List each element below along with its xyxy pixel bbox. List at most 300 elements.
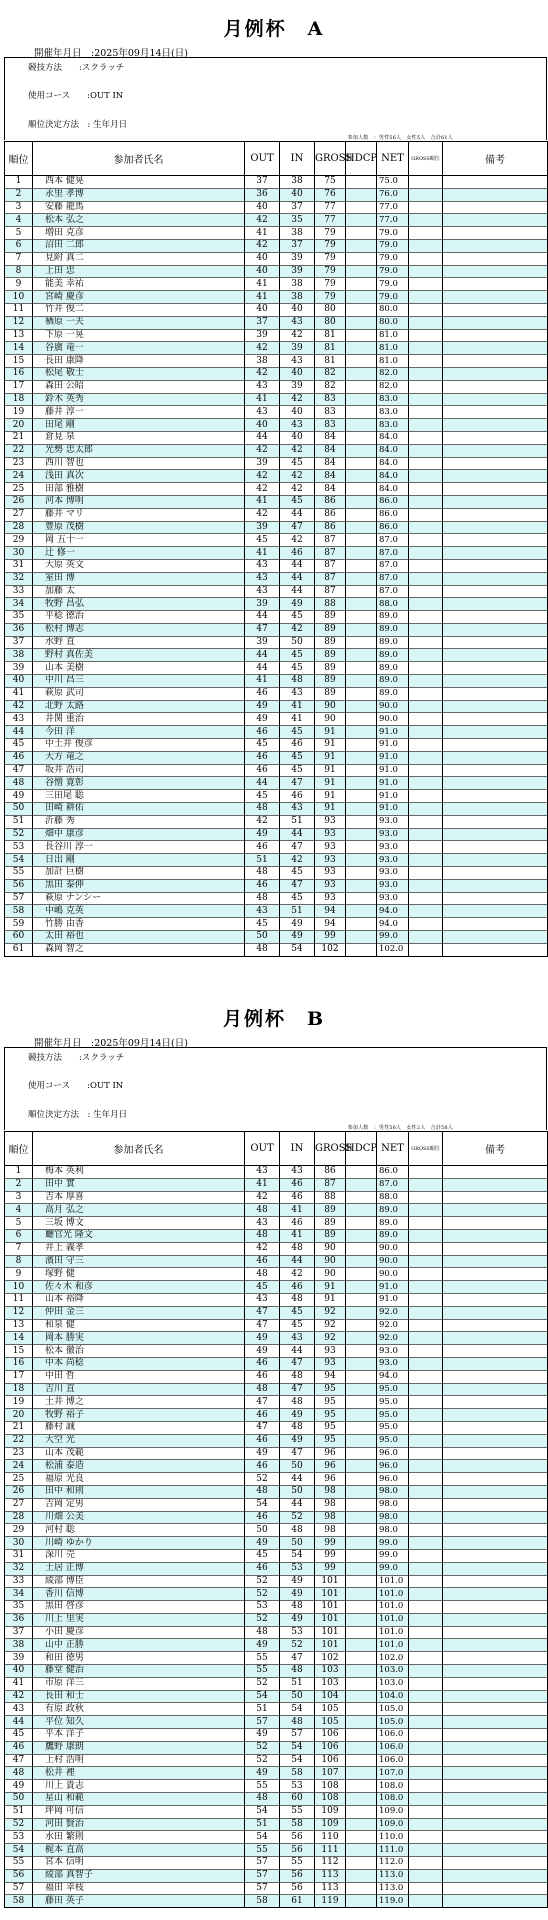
player-name-cell: 平本 洋子 bbox=[33, 1729, 245, 1742]
player-name-cell: 大空 光 bbox=[33, 1434, 245, 1447]
remarks-cell bbox=[443, 1319, 548, 1332]
remarks-cell bbox=[443, 649, 548, 662]
out-score-cell: 45 bbox=[245, 739, 280, 752]
net-score-cell: 87.0 bbox=[377, 1178, 409, 1191]
rank-cell: 46 bbox=[5, 751, 33, 764]
remarks-cell bbox=[443, 1741, 548, 1754]
in-score-cell: 55 bbox=[280, 1857, 315, 1870]
gross-rank-cell bbox=[409, 534, 443, 547]
gross-rank-cell bbox=[409, 1703, 443, 1716]
hdcp-cell bbox=[346, 431, 377, 444]
player-name-cell: 田中 實 bbox=[33, 1178, 245, 1191]
net-score-cell: 106.0 bbox=[377, 1754, 409, 1767]
rank-cell: 56 bbox=[5, 1869, 33, 1882]
gross-rank-cell bbox=[409, 611, 443, 624]
player-name-cell: 大原 英文 bbox=[33, 559, 245, 572]
table-row bbox=[5, 841, 548, 854]
gross-rank-cell bbox=[409, 777, 443, 790]
out-score-cell: 46 bbox=[245, 879, 280, 892]
hdcp-cell bbox=[346, 303, 377, 316]
in-score-cell: 57 bbox=[280, 1729, 315, 1742]
table-row bbox=[5, 303, 548, 316]
remarks-cell bbox=[443, 1511, 548, 1524]
player-name-cell: 濱田 守三 bbox=[33, 1255, 245, 1268]
out-score-cell: 42 bbox=[245, 470, 280, 483]
remarks-cell bbox=[443, 879, 548, 892]
player-name-cell: 加計 巨樹 bbox=[33, 867, 245, 880]
table-row bbox=[5, 1524, 548, 1537]
table-row bbox=[5, 854, 548, 867]
hdcp-cell bbox=[346, 1869, 377, 1882]
table-row bbox=[5, 726, 548, 739]
player-name-cell: 黒田 啓彦 bbox=[33, 1601, 245, 1614]
out-score-cell: 37 bbox=[245, 176, 280, 189]
player-name-cell: 星山 和範 bbox=[33, 1793, 245, 1806]
hdcp-cell bbox=[346, 406, 377, 419]
table-body bbox=[5, 176, 548, 957]
player-name-cell: 三田尾 聡 bbox=[33, 790, 245, 803]
hdcp-cell bbox=[346, 1293, 377, 1306]
net-score-cell: 91.0 bbox=[377, 790, 409, 803]
remarks-cell bbox=[443, 419, 548, 432]
gross-rank-cell bbox=[409, 1549, 443, 1562]
out-score-cell: 50 bbox=[245, 1524, 280, 1537]
net-score-cell: 119.0 bbox=[377, 1895, 409, 1908]
in-score-cell: 47 bbox=[280, 777, 315, 790]
gross-rank-cell bbox=[409, 1613, 443, 1626]
remarks-cell bbox=[443, 1793, 548, 1806]
gross-rank-cell bbox=[409, 649, 443, 662]
table-row bbox=[5, 803, 548, 816]
hdcp-cell bbox=[346, 265, 377, 278]
rank-cell: 40 bbox=[5, 675, 33, 688]
gross-score-cell: 109 bbox=[315, 1818, 346, 1831]
table-row bbox=[5, 1306, 548, 1319]
in-score-cell: 44 bbox=[280, 508, 315, 521]
gross-score-cell: 90 bbox=[315, 1268, 346, 1281]
net-score-cell: 89.0 bbox=[377, 675, 409, 688]
rank-cell: 50 bbox=[5, 803, 33, 816]
net-score-cell: 98.0 bbox=[377, 1511, 409, 1524]
table-row bbox=[5, 1537, 548, 1550]
rank-cell: 2 bbox=[5, 188, 33, 201]
in-score-cell: 44 bbox=[280, 1498, 315, 1511]
table-row bbox=[5, 1716, 548, 1729]
remarks-cell bbox=[443, 572, 548, 585]
rank-cell: 16 bbox=[5, 367, 33, 380]
rank-cell: 52 bbox=[5, 828, 33, 841]
hdcp-cell bbox=[346, 355, 377, 368]
table-row bbox=[5, 1345, 548, 1358]
gross-score-cell: 79 bbox=[315, 239, 346, 252]
out-score-cell: 42 bbox=[245, 214, 280, 227]
remarks-cell bbox=[443, 1652, 548, 1665]
player-name-cell: 川畑 公美 bbox=[33, 1511, 245, 1524]
player-name-cell: 野村 真佐美 bbox=[33, 649, 245, 662]
out-score-cell: 45 bbox=[245, 534, 280, 547]
remarks-cell bbox=[443, 1268, 548, 1281]
out-score-cell: 49 bbox=[245, 1537, 280, 1550]
gross-score-cell: 84 bbox=[315, 431, 346, 444]
gross-score-cell: 96 bbox=[315, 1447, 346, 1460]
net-score-cell: 94.0 bbox=[377, 1370, 409, 1383]
player-name-cell: 福原 光良 bbox=[33, 1473, 245, 1486]
remarks-cell bbox=[443, 239, 548, 252]
net-score-cell: 79.0 bbox=[377, 252, 409, 265]
out-score-cell: 47 bbox=[245, 1421, 280, 1434]
net-score-cell: 89.0 bbox=[377, 1217, 409, 1230]
player-name-cell: 水田 繁則 bbox=[33, 1831, 245, 1844]
net-score-cell: 84.0 bbox=[377, 483, 409, 496]
gross-score-cell: 87 bbox=[315, 534, 346, 547]
gross-score-cell: 91 bbox=[315, 764, 346, 777]
in-score-cell: 48 bbox=[280, 1293, 315, 1306]
hdcp-cell bbox=[346, 1805, 377, 1818]
remarks-cell bbox=[443, 1626, 548, 1639]
rank-cell: 61 bbox=[5, 943, 33, 956]
net-score-cell: 93.0 bbox=[377, 1345, 409, 1358]
in-score-cell: 38 bbox=[280, 291, 315, 304]
in-score-cell: 49 bbox=[280, 931, 315, 944]
gross-rank-cell bbox=[409, 700, 443, 713]
remarks-cell bbox=[443, 214, 548, 227]
col-net-header: NET bbox=[377, 142, 409, 176]
gross-rank-cell bbox=[409, 508, 443, 521]
table-row bbox=[5, 1549, 548, 1562]
in-score-cell: 45 bbox=[280, 892, 315, 905]
out-score-cell: 41 bbox=[245, 291, 280, 304]
player-name-cell: 田中 和則 bbox=[33, 1485, 245, 1498]
net-score-cell: 98.0 bbox=[377, 1524, 409, 1537]
net-score-cell: 86.0 bbox=[377, 495, 409, 508]
hdcp-cell bbox=[346, 1857, 377, 1870]
player-name-cell: 和泉 健 bbox=[33, 1319, 245, 1332]
net-score-cell: 109.0 bbox=[377, 1818, 409, 1831]
in-score-cell: 46 bbox=[280, 1217, 315, 1230]
player-name-cell: 長谷川 淳一 bbox=[33, 841, 245, 854]
table-row bbox=[5, 1780, 548, 1793]
player-name-cell: 宮崎 慶彦 bbox=[33, 291, 245, 304]
out-score-cell: 46 bbox=[245, 1370, 280, 1383]
out-score-cell: 41 bbox=[245, 547, 280, 560]
out-score-cell: 46 bbox=[245, 1511, 280, 1524]
hdcp-cell bbox=[346, 444, 377, 457]
rank-cell: 24 bbox=[5, 470, 33, 483]
net-score-cell: 84.0 bbox=[377, 444, 409, 457]
hdcp-cell bbox=[346, 931, 377, 944]
remarks-cell bbox=[443, 675, 548, 688]
table-row bbox=[5, 342, 548, 355]
gross-score-cell: 79 bbox=[315, 265, 346, 278]
table-row bbox=[5, 1357, 548, 1370]
hdcp-cell bbox=[346, 790, 377, 803]
gross-rank-cell bbox=[409, 457, 443, 470]
gross-score-cell: 77 bbox=[315, 214, 346, 227]
table-row bbox=[5, 623, 548, 636]
out-score-cell: 44 bbox=[245, 431, 280, 444]
table-row bbox=[5, 521, 548, 534]
remarks-cell bbox=[443, 1562, 548, 1575]
table-row bbox=[5, 1703, 548, 1716]
player-name-cell: 楢原 一夫 bbox=[33, 316, 245, 329]
gross-rank-cell bbox=[409, 1588, 443, 1601]
gross-rank-cell bbox=[409, 1652, 443, 1665]
in-score-cell: 51 bbox=[280, 905, 315, 918]
in-score-cell: 56 bbox=[280, 1882, 315, 1895]
rank-cell: 41 bbox=[5, 687, 33, 700]
remarks-cell bbox=[443, 623, 548, 636]
table-row bbox=[5, 1421, 548, 1434]
remarks-cell bbox=[443, 1396, 548, 1409]
hdcp-cell bbox=[346, 1626, 377, 1639]
col-hdcp-header: HDCP bbox=[346, 142, 377, 176]
remarks-cell bbox=[443, 380, 548, 393]
remarks-cell bbox=[443, 547, 548, 560]
gross-rank-cell bbox=[409, 1690, 443, 1703]
remarks-cell bbox=[443, 1332, 548, 1345]
rank-cell: 42 bbox=[5, 700, 33, 713]
table-row bbox=[5, 239, 548, 252]
remarks-cell bbox=[443, 534, 548, 547]
rank-cell: 36 bbox=[5, 623, 33, 636]
rank-cell: 10 bbox=[5, 1281, 33, 1294]
hdcp-cell bbox=[346, 918, 377, 931]
hdcp-cell bbox=[346, 1345, 377, 1358]
net-score-cell: 89.0 bbox=[377, 1204, 409, 1217]
in-score-cell: 47 bbox=[280, 841, 315, 854]
player-name-cell: 鈴木 英秀 bbox=[33, 393, 245, 406]
hdcp-cell bbox=[346, 470, 377, 483]
rank-cell: 47 bbox=[5, 764, 33, 777]
rank-cell: 55 bbox=[5, 1857, 33, 1870]
remarks-cell bbox=[443, 636, 548, 649]
gross-rank-cell bbox=[409, 1626, 443, 1639]
gross-score-cell: 93 bbox=[315, 1345, 346, 1358]
rank-cell: 40 bbox=[5, 1665, 33, 1678]
in-score-cell: 46 bbox=[280, 1281, 315, 1294]
remarks-cell bbox=[443, 1754, 548, 1767]
net-score-cell: 84.0 bbox=[377, 431, 409, 444]
table-row bbox=[5, 1562, 548, 1575]
in-score-cell: 51 bbox=[280, 815, 315, 828]
gross-score-cell: 86 bbox=[315, 1166, 346, 1179]
gross-score-cell: 90 bbox=[315, 713, 346, 726]
hdcp-cell bbox=[346, 687, 377, 700]
gross-rank-cell bbox=[409, 1357, 443, 1370]
in-score-cell: 39 bbox=[280, 265, 315, 278]
gross-rank-cell bbox=[409, 662, 443, 675]
gross-rank-cell bbox=[409, 1217, 443, 1230]
remarks-cell bbox=[443, 726, 548, 739]
hdcp-cell bbox=[346, 1409, 377, 1422]
gross-rank-cell bbox=[409, 1818, 443, 1831]
rank-cell: 9 bbox=[5, 1268, 33, 1281]
net-score-cell: 87.0 bbox=[377, 547, 409, 560]
gross-score-cell: 89 bbox=[315, 1204, 346, 1217]
table-row bbox=[5, 1447, 548, 1460]
remarks-cell bbox=[443, 803, 548, 816]
gross-rank-cell bbox=[409, 342, 443, 355]
table-row bbox=[5, 470, 548, 483]
in-score-cell: 47 bbox=[280, 1383, 315, 1396]
hdcp-cell bbox=[346, 419, 377, 432]
net-score-cell: 87.0 bbox=[377, 559, 409, 572]
player-name-cell: 藤井 淳一 bbox=[33, 406, 245, 419]
remarks-cell bbox=[443, 1191, 548, 1204]
out-score-cell: 43 bbox=[245, 1217, 280, 1230]
net-score-cell: 93.0 bbox=[377, 828, 409, 841]
net-score-cell: 79.0 bbox=[377, 278, 409, 291]
rank-cell: 15 bbox=[5, 1345, 33, 1358]
hdcp-cell bbox=[346, 905, 377, 918]
hdcp-cell bbox=[346, 1652, 377, 1665]
table-row bbox=[5, 1844, 548, 1857]
out-score-cell: 41 bbox=[245, 278, 280, 291]
in-score-cell: 50 bbox=[280, 1460, 315, 1473]
gross-rank-cell bbox=[409, 905, 443, 918]
table-row bbox=[5, 790, 548, 803]
gross-rank-cell bbox=[409, 1831, 443, 1844]
gross-score-cell: 84 bbox=[315, 470, 346, 483]
table-row bbox=[5, 1396, 548, 1409]
gross-score-cell: 108 bbox=[315, 1793, 346, 1806]
gross-score-cell: 95 bbox=[315, 1409, 346, 1422]
out-score-cell: 47 bbox=[245, 1306, 280, 1319]
in-score-cell: 48 bbox=[280, 1524, 315, 1537]
in-score-cell: 52 bbox=[280, 1511, 315, 1524]
gross-rank-cell bbox=[409, 1767, 443, 1780]
hdcp-cell bbox=[346, 611, 377, 624]
competition-method: 競技方法 :スクラッチ bbox=[28, 63, 125, 73]
hdcp-cell bbox=[346, 1537, 377, 1550]
rank-cell: 8 bbox=[5, 1255, 33, 1268]
col-name-header: 参加者氏名 bbox=[33, 1132, 245, 1166]
gross-score-cell: 112 bbox=[315, 1857, 346, 1870]
gross-rank-cell bbox=[409, 1383, 443, 1396]
gross-score-cell: 84 bbox=[315, 483, 346, 496]
gross-score-cell: 87 bbox=[315, 1178, 346, 1191]
gross-score-cell: 95 bbox=[315, 1421, 346, 1434]
hdcp-cell bbox=[346, 1729, 377, 1742]
hdcp-cell bbox=[346, 1421, 377, 1434]
table-row bbox=[5, 700, 548, 713]
hdcp-cell bbox=[346, 1473, 377, 1486]
player-name-cell: 長田 康降 bbox=[33, 355, 245, 368]
out-score-cell: 48 bbox=[245, 1229, 280, 1242]
rank-cell: 54 bbox=[5, 854, 33, 867]
hdcp-cell bbox=[346, 1217, 377, 1230]
in-score-cell: 52 bbox=[280, 1639, 315, 1652]
net-score-cell: 113.0 bbox=[377, 1882, 409, 1895]
table-row bbox=[5, 1204, 548, 1217]
results-table bbox=[4, 1131, 548, 1908]
rank-cell: 13 bbox=[5, 329, 33, 342]
gross-score-cell: 96 bbox=[315, 1473, 346, 1486]
in-score-cell: 54 bbox=[280, 1741, 315, 1754]
rank-cell: 24 bbox=[5, 1460, 33, 1473]
gross-rank-cell bbox=[409, 483, 443, 496]
net-score-cell: 110.0 bbox=[377, 1831, 409, 1844]
gross-score-cell: 111 bbox=[315, 1844, 346, 1857]
player-name-cell: 小田 慶彦 bbox=[33, 1626, 245, 1639]
out-score-cell: 48 bbox=[245, 1204, 280, 1217]
net-score-cell: 84.0 bbox=[377, 457, 409, 470]
in-score-cell: 40 bbox=[280, 303, 315, 316]
in-score-cell: 38 bbox=[280, 227, 315, 240]
player-name-cell: 佐々木 和彦 bbox=[33, 1281, 245, 1294]
gross-score-cell: 84 bbox=[315, 444, 346, 457]
gross-score-cell: 87 bbox=[315, 572, 346, 585]
rank-cell: 16 bbox=[5, 1357, 33, 1370]
rank-cell: 4 bbox=[5, 214, 33, 227]
table-row bbox=[5, 1217, 548, 1230]
hdcp-cell bbox=[346, 547, 377, 560]
in-score-cell: 42 bbox=[280, 393, 315, 406]
player-name-cell: 田崎 耕佑 bbox=[33, 803, 245, 816]
gross-rank-cell bbox=[409, 687, 443, 700]
net-score-cell: 88.0 bbox=[377, 1191, 409, 1204]
rank-cell: 37 bbox=[5, 636, 33, 649]
remarks-cell bbox=[443, 905, 548, 918]
in-score-cell: 46 bbox=[280, 1178, 315, 1191]
in-score-cell: 42 bbox=[280, 329, 315, 342]
gross-rank-cell bbox=[409, 751, 443, 764]
hdcp-cell bbox=[346, 1242, 377, 1255]
net-score-cell: 98.0 bbox=[377, 1485, 409, 1498]
rank-cell: 29 bbox=[5, 1524, 33, 1537]
table-row bbox=[5, 1434, 548, 1447]
net-score-cell: 77.0 bbox=[377, 214, 409, 227]
remarks-cell bbox=[443, 1293, 548, 1306]
table-row bbox=[5, 1805, 548, 1818]
gross-rank-cell bbox=[409, 1575, 443, 1588]
remarks-cell bbox=[443, 1716, 548, 1729]
table-row bbox=[5, 1613, 548, 1626]
in-score-cell: 43 bbox=[280, 1166, 315, 1179]
in-score-cell: 48 bbox=[280, 1421, 315, 1434]
hdcp-cell bbox=[346, 278, 377, 291]
hdcp-cell bbox=[346, 1447, 377, 1460]
out-score-cell: 54 bbox=[245, 1805, 280, 1818]
remarks-cell bbox=[443, 931, 548, 944]
rank-cell: 28 bbox=[5, 521, 33, 534]
out-score-cell: 54 bbox=[245, 1498, 280, 1511]
hdcp-cell bbox=[346, 1818, 377, 1831]
out-score-cell: 42 bbox=[245, 815, 280, 828]
hdcp-cell bbox=[346, 713, 377, 726]
out-score-cell: 42 bbox=[245, 444, 280, 457]
table-row bbox=[5, 508, 548, 521]
rank-cell: 56 bbox=[5, 879, 33, 892]
remarks-cell bbox=[443, 1677, 548, 1690]
out-score-cell: 44 bbox=[245, 649, 280, 662]
table-row bbox=[5, 1639, 548, 1652]
in-score-cell: 49 bbox=[280, 918, 315, 931]
table-row bbox=[5, 265, 548, 278]
net-score-cell: 94.0 bbox=[377, 918, 409, 931]
gross-score-cell: 86 bbox=[315, 508, 346, 521]
in-score-cell: 48 bbox=[280, 1396, 315, 1409]
rank-cell: 39 bbox=[5, 1652, 33, 1665]
player-name-cell: 大方 竜之 bbox=[33, 751, 245, 764]
out-score-cell: 40 bbox=[245, 201, 280, 214]
table-row bbox=[5, 316, 548, 329]
hdcp-cell bbox=[346, 559, 377, 572]
rank-cell: 10 bbox=[5, 291, 33, 304]
out-score-cell: 46 bbox=[245, 1460, 280, 1473]
in-score-cell: 37 bbox=[280, 239, 315, 252]
table-row bbox=[5, 1319, 548, 1332]
